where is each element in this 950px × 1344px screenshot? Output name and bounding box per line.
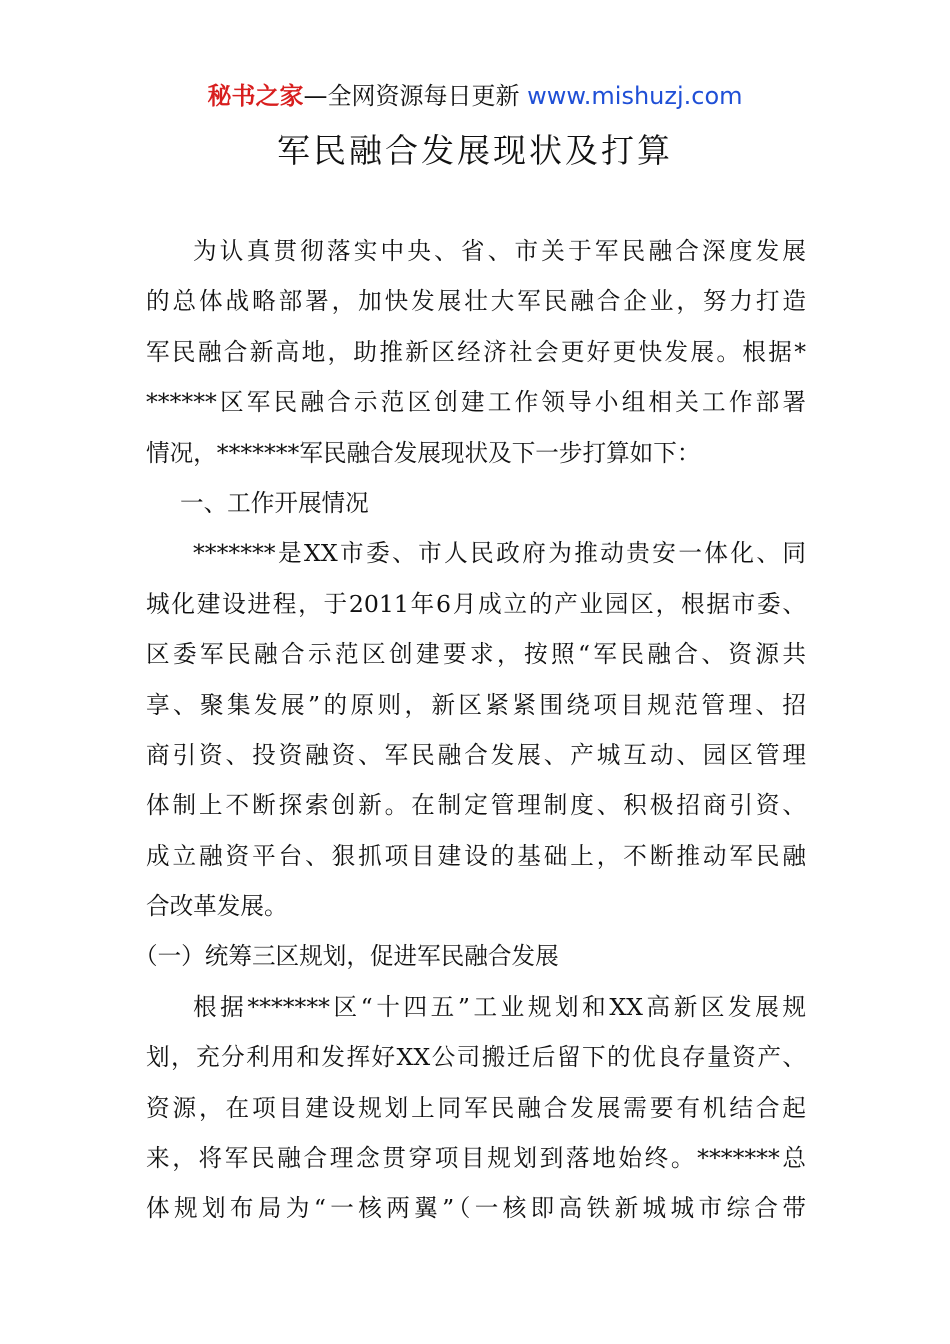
paragraph-line: 城化建设进程，于2011年6月成立的产业园区，根据市委、 xyxy=(146,589,806,618)
paragraph-line: 成立融资平台、狠抓项目建设的基础上，不断推动军民融 xyxy=(146,841,806,870)
banner-tagline: —全网资源每日更新 xyxy=(303,82,528,110)
paragraph-line: 的总体战略部署，加快发展壮大军民融合企业，努力打造 xyxy=(146,287,806,316)
document-title: 军民融合发展现状及打算 xyxy=(277,131,673,170)
paragraph-line: ******区军民融合示范区创建工作领导小组相关工作部署 xyxy=(146,388,806,417)
paragraph-line: 享、聚集发展”的原则，新区紧紧围绕项目规范管理、招 xyxy=(146,690,806,719)
banner-brand: 秘书之家 xyxy=(207,82,304,110)
paragraph-line: 合改革发展。 xyxy=(146,892,288,921)
site-banner xyxy=(0,78,950,114)
paragraph-line: 商引资、投资融资、军民融合发展、产城互动、园区管理 xyxy=(146,740,806,769)
paragraph-line: 来，将军民融合理念贯穿项目规划到落地始终。*******总 xyxy=(146,1144,806,1173)
section-heading: 一、工作开展情况 xyxy=(180,488,369,517)
banner-url-link[interactable]: www.mishuzj.com xyxy=(527,82,743,110)
paragraph-line: 为认真贯彻落实中央、省、市关于军民融合深度发展 xyxy=(193,237,806,265)
paragraph-line: 资源，在项目建设规划上同军民融合发展需要有机结合起 xyxy=(146,1093,806,1122)
paragraph-line: 军民融合新高地，助推新区经济社会更好更快发展。根据* xyxy=(146,337,806,366)
paragraph-line: 体制上不断探索创新。在制定管理制度、积极招商引资、 xyxy=(146,791,806,820)
paragraph-line: 区委军民融合示范区创建要求，按照“军民融合、资源共 xyxy=(146,640,806,669)
document-body xyxy=(134,226,806,1234)
subsection-heading: （一）统筹三区规划，促进军民融合发展 xyxy=(134,942,559,971)
paragraph-line: 体规划布局为“一核两翼”（一核即高铁新城城市综合带 xyxy=(146,1194,806,1223)
paragraph-line: 根据*******区“十四五”工业规划和XX高新区发展规 xyxy=(193,992,806,1021)
paragraph-line: *******是XX市委、市人民政府为推动贵安一体化、同 xyxy=(193,539,806,568)
paragraph-line: 划，充分利用和发挥好XX公司搬迁后留下的优良存量资产、 xyxy=(146,1043,806,1072)
paragraph-line: 情况，*******军民融合发展现状及下一步打算如下： xyxy=(146,438,701,467)
